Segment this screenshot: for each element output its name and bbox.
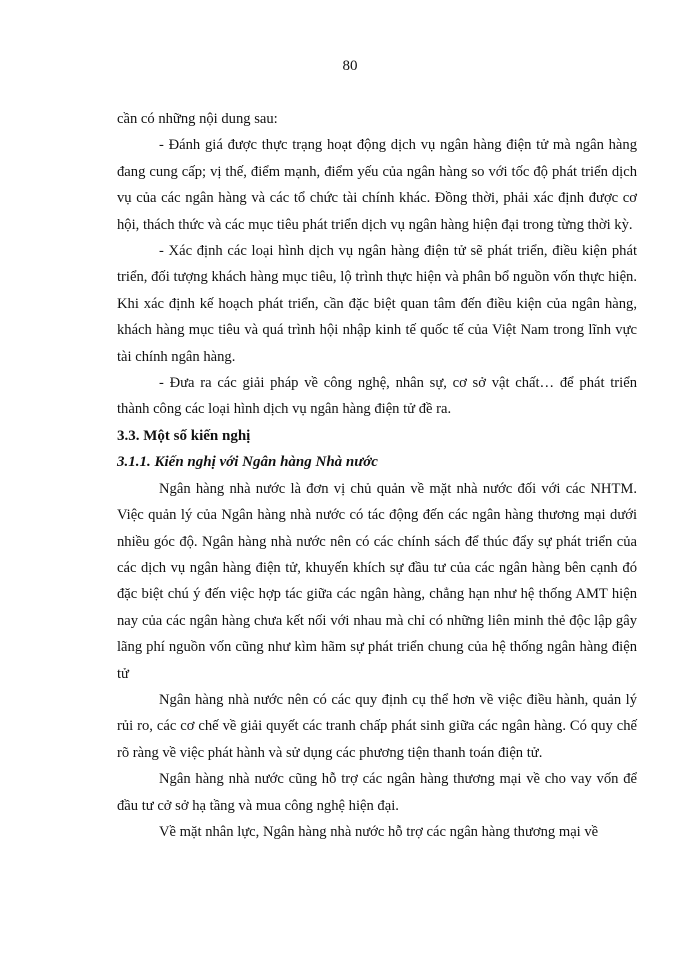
page-body xyxy=(117,106,637,845)
paragraph: - Xác định các loại hình dịch vụ ngân hàng điện tử sẽ phát triển, điều kiện phát triển, đối tượng khách hàng mục tiêu, lộ trình thực hiện và phân bổ nguồn vốn thực hiện. Khi xác định kế hoạch phát triển, cần đặc biệt quan tâm đến điều kiện của ngân hàng, khách hàng mục tiêu và quá trình hội nhập kinh tế quốc tế của Việt Nam trong lĩnh vực tài chính ngân hàng. xyxy=(117,243,637,365)
paragraph: cần có những nội dung sau: xyxy=(117,111,278,127)
paragraph: Ngân hàng nhà nước cũng hỗ trợ các ngân hàng thương mại về cho vay vốn để đầu tư cở sở hạ tầng và mua công nghệ hiện đại. xyxy=(117,771,637,814)
paragraph: Ngân hàng nhà nước là đơn vị chủ quản về mặt nhà nước đối với các NHTM. Việc quản lý của Ngân hàng nhà nước có tác động đến các ngân hàng thương mại dưới nhiều góc độ. Ngân hàng nhà nước nên có các chính sách để thúc đẩy sự phát triển của các dịch vụ ngân hàng điện tử, khuyến khích sự đầu tư của các ngân hàng bên cạnh đó đặc biệt chú ý đến việc hợp tác giữa các ngân hàng, chẳng hạn như hệ thống AMT hiện nay của các ngân hàng chưa kết nối với nhau mà chỉ có những liên minh thẻ độc lập gây lãng phí nguồn vốn cũng như kìm hãm sự phát triển chung của hệ thống ngân hàng điện tử xyxy=(117,480,637,682)
paragraph: Ngân hàng nhà nước nên có các quy định cụ thể hơn về việc điều hành, quản lý rủi ro, các cơ chế về giải quyết các tranh chấp phát sinh giữa các ngân hàng. Có quy chế rõ ràng về việc phát hành và sử dụng các phương tiện thanh toán điện tử. xyxy=(117,691,637,761)
subsection-heading: 3.1.1. Kiến nghị với Ngân hàng Nhà nước xyxy=(117,454,378,471)
paragraph: - Đánh giá được thực trạng hoạt động dịch vụ ngân hàng điện tử mà ngân hàng đang cung cấp; vị thế, điểm mạnh, điểm yếu của ngân hàng so với tốc độ phát triển dịch vụ của các ngân hàng và các tổ chức tài chính khác. Đồng thời, phải xác định được cơ hội, thách thức và các mục tiêu phát triển dịch vụ ngân hàng hiện đại trong từng thời kỳ. xyxy=(117,137,637,233)
paragraph: Về mặt nhân lực, Ngân hàng nhà nước hỗ trợ các ngân hàng thương mại về xyxy=(159,823,599,840)
section-heading: 3.3. Một số kiến nghị xyxy=(117,427,251,444)
page-number: 80 xyxy=(342,58,358,74)
paragraph: - Đưa ra các giải pháp về công nghệ, nhân sự, cơ sở vật chất… để phát triển thành công các loại hình dịch vụ ngân hàng điện tử đề ra. xyxy=(117,375,637,418)
